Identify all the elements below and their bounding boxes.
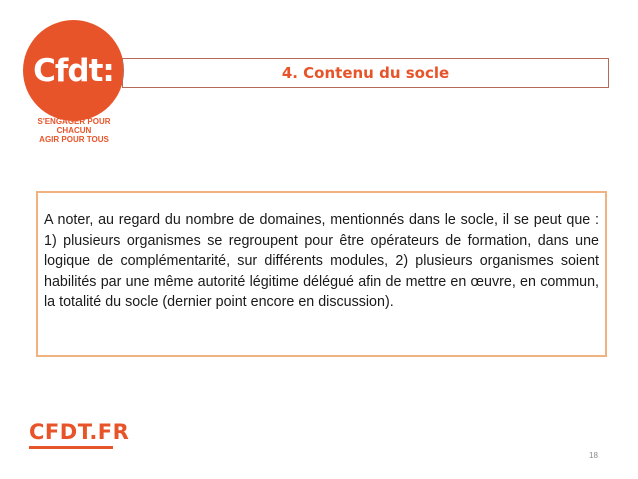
footer-brand: CFDT.FR xyxy=(29,420,130,444)
content-text: A noter, au regard du nombre de domaines, mentionnés dans le socle, il se peut que : 1) plusieurs organismes se regroupent pour être opérateurs de formation, dans une logique de complémentarité, sur différents modules, 2) plusieurs organismes soient habilités par une même autorité légitime délégué afin de mettre en œuvre, en commun, la totalité du socle (dernier point encore en discussion). xyxy=(44,212,599,310)
logo-tagline xyxy=(28,117,120,144)
slide-title-box xyxy=(122,58,609,88)
logo-text: Cfdt: xyxy=(33,52,114,89)
slide-title: 4. Contenu du socle xyxy=(281,64,450,82)
footer-underline xyxy=(29,446,113,449)
tagline-line-1: S'ENGAGER POUR CHACUN xyxy=(37,117,111,135)
cfdt-logo xyxy=(23,20,124,121)
content-box xyxy=(36,191,607,357)
tagline-line-2: AGIR POUR TOUS xyxy=(39,135,109,144)
page-number: 18 xyxy=(589,451,598,460)
